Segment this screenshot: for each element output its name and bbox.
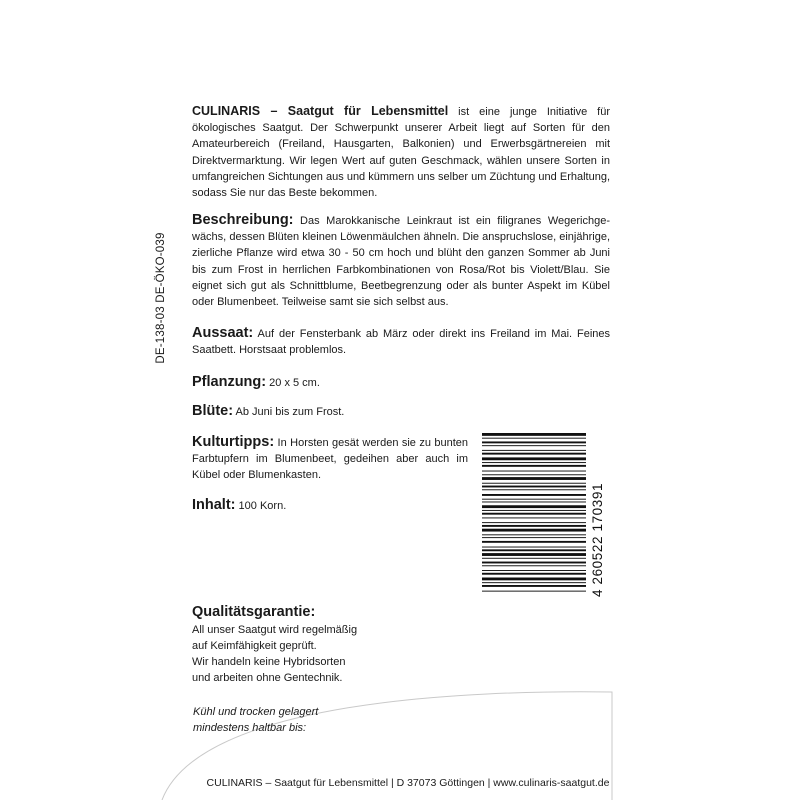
heading-inhalt: Inhalt: [192, 497, 236, 513]
storage-note [193, 704, 318, 736]
barcode-bar [482, 517, 586, 518]
barcode-bar [482, 573, 586, 575]
section-aussaat [192, 325, 610, 358]
barcode-bar [482, 450, 586, 451]
barcode-bar [482, 558, 586, 559]
barcode-bar [482, 457, 586, 460]
barcode-bar [482, 549, 586, 551]
barcode-bar [482, 510, 586, 511]
barcode-bar [482, 477, 586, 480]
heading-bluete: Blüte: [192, 403, 234, 419]
storage-line: mindestens haltbar bis: [193, 722, 307, 734]
section-kulturtipps [192, 434, 468, 484]
heading-beschreibung: Beschreibung: [192, 212, 294, 228]
barcode-bar [482, 547, 586, 548]
barcode-bar [482, 438, 586, 439]
barcode-bar [482, 462, 586, 463]
barcode-bar [482, 483, 586, 484]
barcode-bar [482, 486, 586, 488]
barcode-bar [482, 474, 586, 475]
barcode-bar [482, 505, 586, 508]
section-inhalt [192, 497, 468, 514]
barcode-bar [482, 453, 586, 455]
barcode-bar [482, 494, 586, 496]
barcode-bar [482, 441, 586, 443]
barcode-number: 4 260522 170391 [590, 482, 605, 597]
barcode-bar [482, 445, 586, 446]
footer: CULINARIS – Saatgut für Lebensmittel | D 37073 Göttingen | www.culinaris-saatgut.de [206, 777, 610, 789]
barcode-bar [482, 433, 586, 436]
intro-paragraph [192, 103, 610, 201]
barcode-bar [482, 529, 586, 532]
qualitaet-line: Wir handeln keine Hybridsorten [192, 656, 346, 668]
section-bluete [192, 403, 610, 420]
heading-pflanzung: Pflanzung: [192, 374, 267, 390]
text-pflanzung: 20 x 5 cm. [266, 377, 320, 389]
text-kulturtipps: In Horsten gesät werden sie zu bunten Farbtupfern im Blumenbeet, gedeihen aber auch im Kübel oder Blumenkasten. [192, 437, 468, 482]
qualitaet-line: auf Keimfähigkeit geprüft. [192, 640, 317, 652]
barcode-bar [482, 565, 586, 566]
text-bluete: Ab Juni bis zum Frost. [233, 406, 345, 418]
barcode-bar [482, 537, 586, 538]
qualitaet-line: und arbeiten ohne Gentechnik. [192, 672, 343, 684]
heading-kulturtipps: Kulturtipps: [192, 434, 275, 450]
barcode-bar [482, 489, 586, 490]
barcode-bar [482, 562, 586, 564]
barcode-bar [482, 582, 586, 583]
barcode-bar [482, 534, 586, 535]
barcode-bar [482, 570, 586, 571]
heading-qualitaet: Qualitätsgarantie: [192, 604, 316, 620]
section-pflanzung [192, 374, 610, 391]
barcode-bar [482, 541, 586, 543]
brand-name: CULINARIS – Saatgut für Lebensmittel [192, 104, 449, 118]
heading-aussaat: Aussaat: [192, 325, 254, 341]
barcode-bar [482, 578, 586, 581]
barcode-bar [482, 502, 586, 503]
barcode-bar [482, 553, 586, 556]
section-beschreibung [192, 212, 610, 310]
intro-text: ist eine junge Initiative für ökologisches Saatgut. Der Schwerpunkt unserer Arbeit liegt auf Sorten für den Amateurbereich (Freiland, Hausgarten, Balkonien) und Erwerbsgärtnereien mit Direktvermarktung. Wir legen Wert auf guten Geschmack, wählen unsere Sorten in umfangreichen Sichtungen aus und kümmern uns selber um Züchtung und Erhaltung, sodass Sie nur das Beste bekommen. [192, 106, 611, 200]
storage-line: Kühl und trocken gelagert [193, 706, 319, 718]
barcode-bar [482, 513, 586, 515]
barcode-bar [482, 525, 586, 527]
text-beschreibung: Das Marokkanische Leinkraut ist ein filigranes Wegerichgewächs, dessen Blüten kleinen Löwenmäulchen ähneln. Die anspruchslose, einjährige, zierliche Pflanze wird etwa 30 - 50 cm hoch und blüht den ganzen Sommer ab Juni bis zum Frost in herrlichen Farbkombinationen von Rosa/Rot bis Violett/Blau. Sie eignet sich gut als Schnittblume, Beetbegrenzung oder als bunter Aspekt im Kübel oder Blumenbeet. Teilweise samt sie sich selbst aus. [192, 215, 610, 309]
barcode [478, 432, 622, 598]
qualitaet-line: All unser Saatgut wird regelmäßig [192, 624, 358, 636]
barcode-bar [482, 499, 586, 500]
barcode-bar [482, 591, 586, 592]
text-aussaat: Auf der Fensterbank ab März oder direkt ins Freiland im Mai. Feines Saatbett. Horstsaat problemlos. [192, 328, 610, 357]
text-inhalt: 100 Korn. [235, 500, 287, 512]
quality-guarantee [192, 604, 422, 686]
barcode-bar [482, 471, 586, 472]
barcode-bar [482, 465, 586, 467]
barcode-bar [482, 522, 586, 523]
barcode-bar [482, 585, 586, 587]
